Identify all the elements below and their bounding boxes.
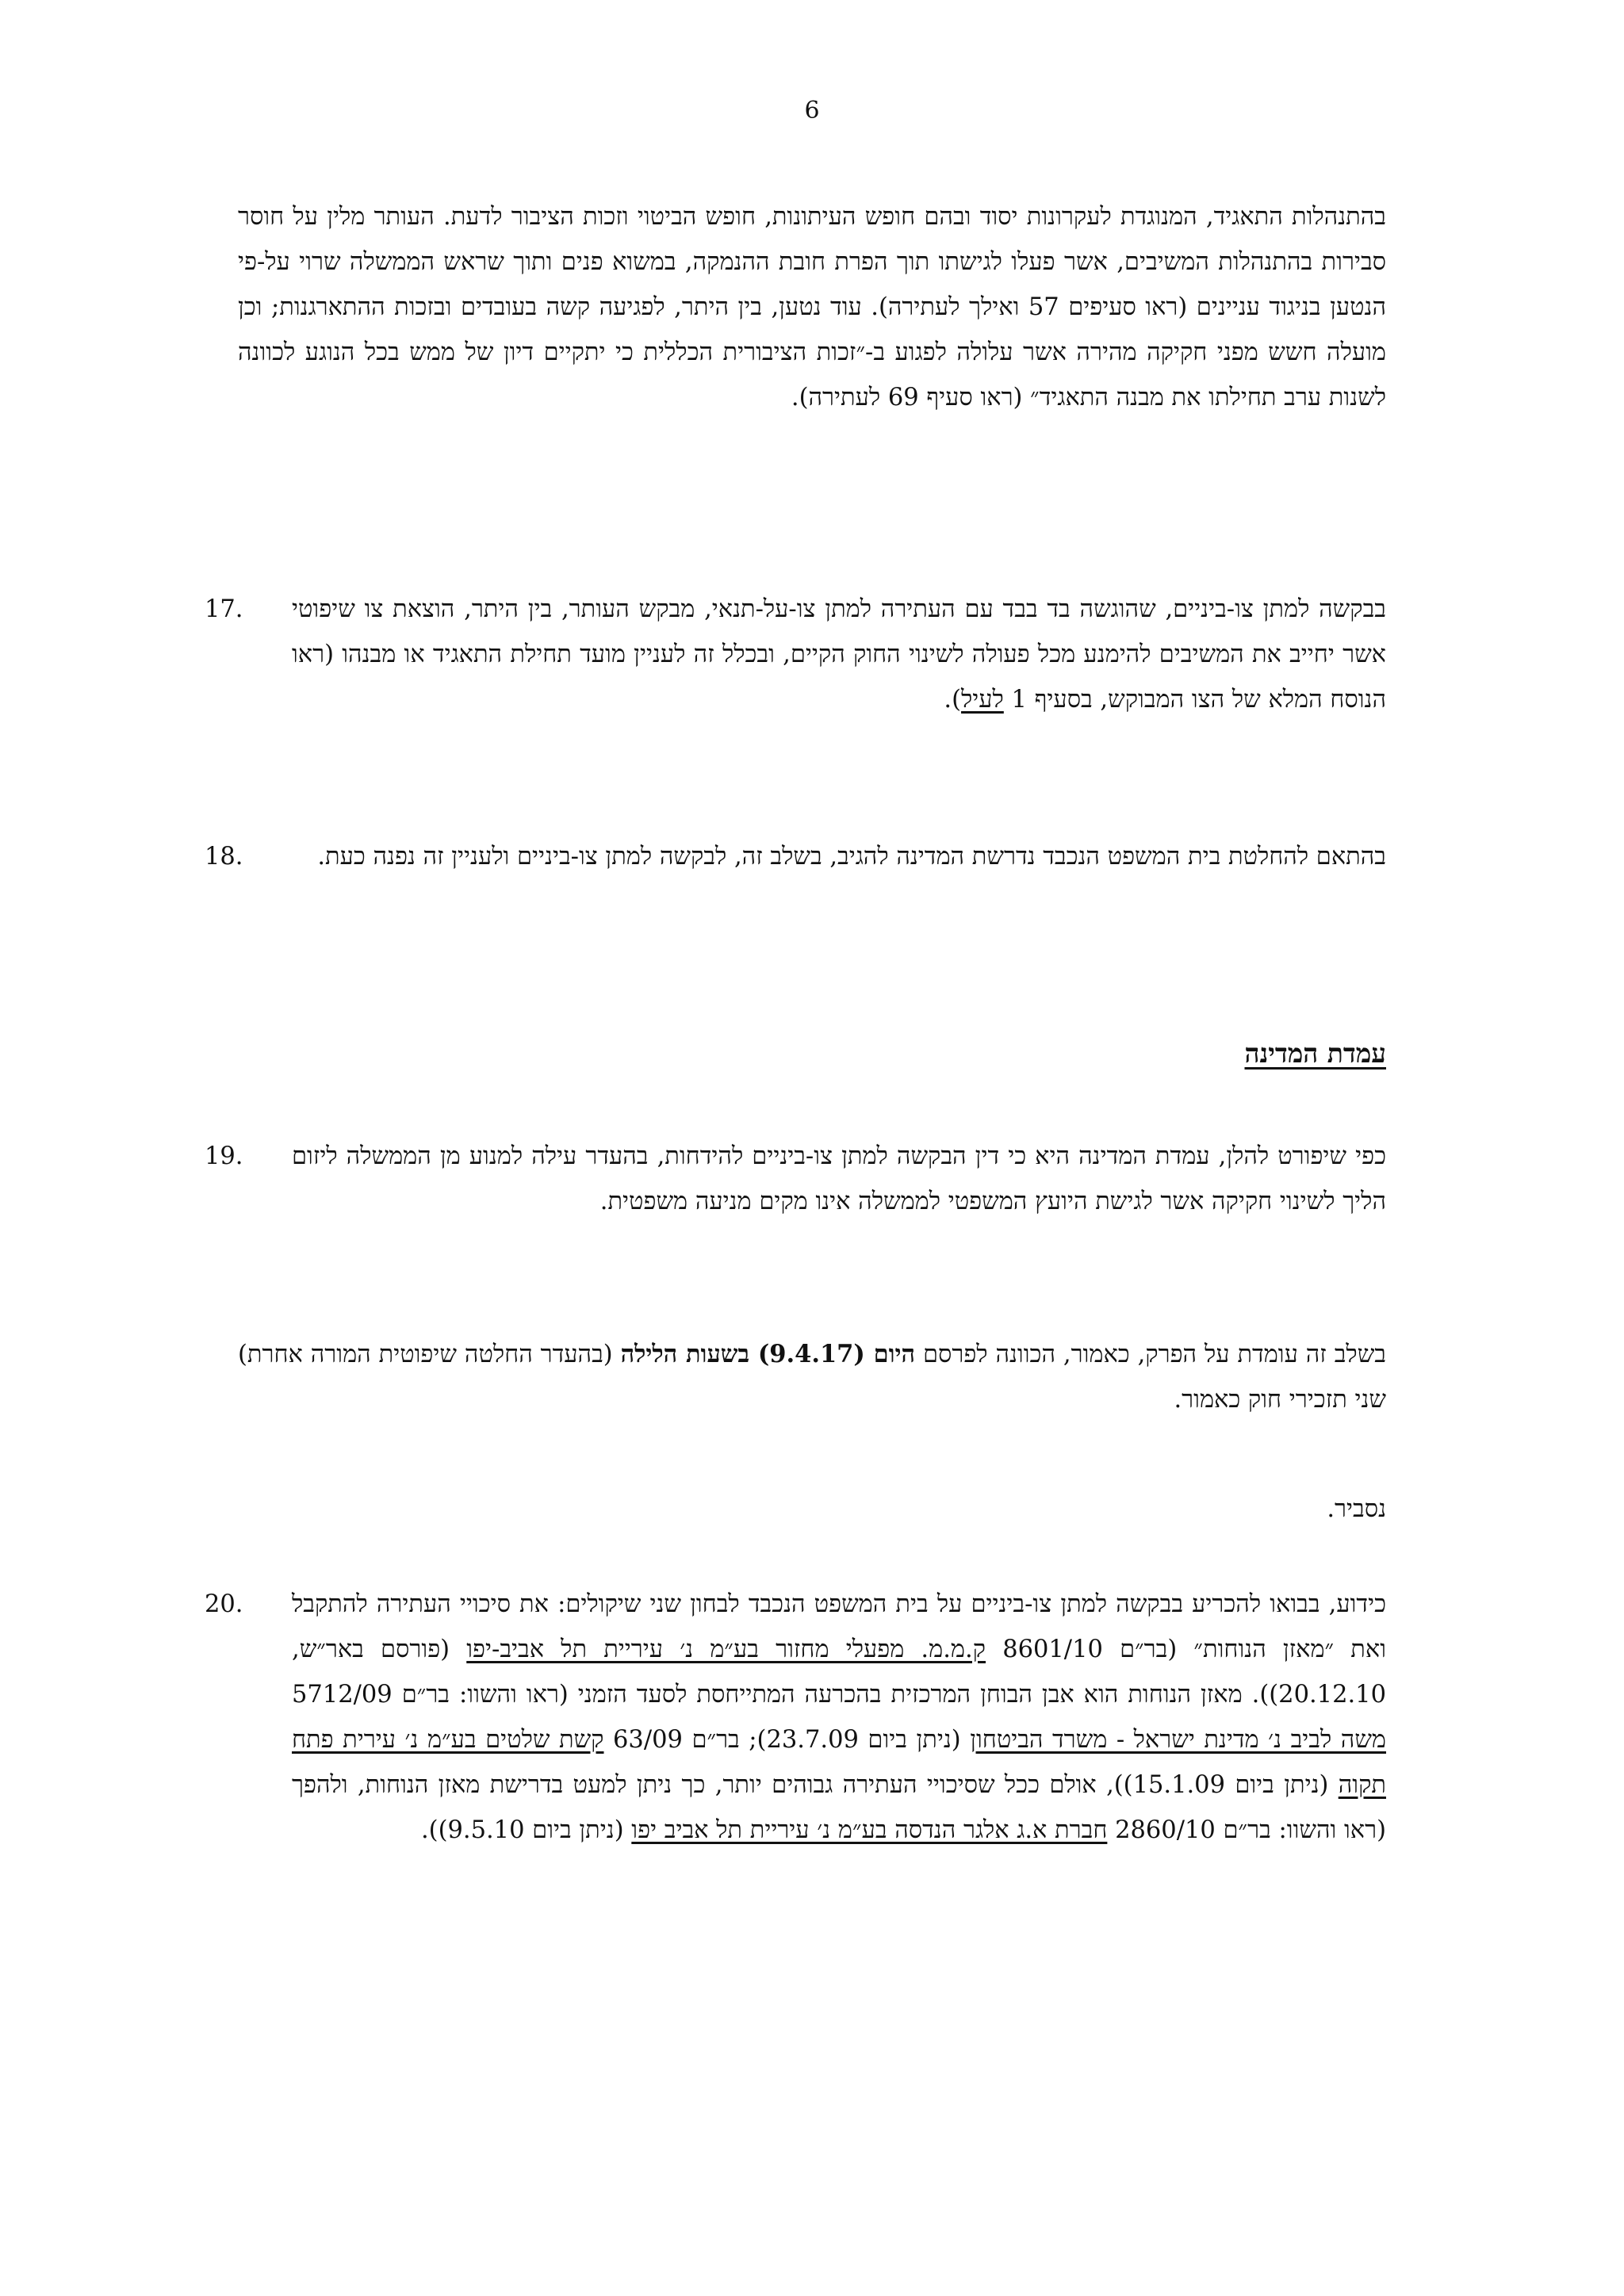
page-number: 6 [804, 97, 820, 124]
section-18 [292, 834, 1386, 879]
case-citation-1: ק.מ.מ. מפעלי מחזור בע״מ נ׳ עיריית תל אביב-יפו [466, 1636, 986, 1663]
section-17 [292, 587, 1386, 722]
publish-paragraph-start: בשלב זה עומדת על הפרק, כאמור, הכוונה לפרסם [915, 1341, 1386, 1368]
section-20-text-5: (ניתן ביום 9.5.10)). [420, 1816, 632, 1844]
case-citation-2: משה לביב נ׳ מדינת ישראל - משרד הביטחון [970, 1726, 1387, 1754]
section-19-text: כפי שיפורט להלן, עמדת המדינה היא כי דין הבקשה למתן צו-ביניים להידחות, בהעדר עילה למנוע מן הממשלה ליזום הליך לשינוי חקיקה אשר לגישת היועץ המשפטי לממשלה אינו מקים מניעה משפטית. [292, 1142, 1386, 1215]
section-17-link[interactable]: לעיל [961, 686, 1004, 714]
case-citation-4: חברת א.ג אלגר הנדסה בע״מ נ׳ עיריית תל אביב יפו [631, 1816, 1108, 1844]
case-citation-3: קשת שלטים בע״מ נ׳ עירית פתח תקוה [292, 1726, 1386, 1799]
section-20 [292, 1582, 1386, 1853]
section-19-number: 19. [205, 1142, 243, 1170]
publish-paragraph [238, 1332, 1386, 1422]
publish-paragraph-end: (בהעדר החלטה שיפוטית המורה אחרת) שני תזכירי חוק כאמור. [238, 1341, 1386, 1414]
section-17-text-end: ). [944, 686, 962, 714]
section-20-text-3: (ניתן ביום 23.7.09); בר״ם 63/09 [603, 1726, 971, 1754]
section-17-text [292, 587, 1386, 722]
section-20-text [292, 1582, 1386, 1853]
section-17-number: 17. [205, 595, 243, 623]
section-20-text-2: (פורסם באר״ש, 20.12.10)). מאזן הנוחות הוא אבן הבוחן המרכזית בהכרעה המתייחסת לסעד הזמני (ראו והשוו: בר״ם 5712/09 [292, 1636, 1386, 1709]
explain-text: נסביר. [1327, 1495, 1386, 1523]
section-18-text: בהתאם להחלטת בית המשפט הנכבד נדרשת המדינה להגיב, בשלב זה, לבקשה למתן צו-ביניים ולעניין זה נפנה כעת. [317, 843, 1386, 871]
section-18-number: 18. [205, 843, 243, 871]
explain-paragraph [238, 1487, 1386, 1532]
section-17-text-main: בבקשה למתן צו-ביניים, שהוגשה בד בבד עם העתירה למתן צו-על-תנאי, מבקש העותר, בין היתר, הוצאת צו שיפוטי אשר יחייב את המשיבים להימנע מכל פעולה לשינוי החוק הקיים, ובכלל זה לעניין מועד תחילת התאגיד או מבנהו (ראו הנוסח המלא של הצו המבוקש, בסעיף 1 [292, 595, 1386, 714]
publish-paragraph-text [238, 1332, 1386, 1422]
intro-paragraph-text: בהתנהלות התאגיד, המנוגדת לעקרונות יסוד ובהם חופש העיתונות, חופש הביטוי וזכות הציבור לדעת. העותר מלין על חוסר סבירות בהתנהלות המשיבים, אשר פעלו לגישתו תוך הפרת חובת ההנמקה, במשוא פנים ותוך שראש הממשלה שרוי על-פי הנטען בניגוד עניינים (ראו סעיפים 57 ואילך לעתירה). עוד נטען, בין היתר, לפגיעה קשה בעובדים ובזכות ההתארגנות; וכן מועלה חשש מפני חקיקה מהירה אשר עלולה לפגוע ב-״זכות הציבורית הכללית כי יתקיים דיון של ממש בכל הנוגע לכוונה לשנות ערב תחילתו את מבנה התאגיד״ (ראו סעיף 69 לעתירה). [238, 203, 1386, 411]
section-20-number: 20. [205, 1590, 243, 1618]
intro-paragraph [238, 194, 1386, 420]
section-19 [292, 1134, 1386, 1224]
publish-paragraph-bold: היום (9.4.17) בשעות הלילה [620, 1340, 916, 1368]
section-20-text-1: כידוע, בבואו להכריע בבקשה למתן צו-ביניים על בית המשפט הנכבד לבחון שני שיקולים: את סיכויי העתירה להתקבל ואת ״מאזן הנוחות״ (בר״ם 8601/10 [292, 1590, 1387, 1663]
section-20-text-4: (ניתן ביום 15.1.09)), אולם ככל שסיכויי העתירה גבוהים יותר, כך ניתן למעט בדרישת מאזן הנוחות, ולהפך (ראו והשוו: בר״ם 2860/10 [292, 1771, 1386, 1844]
section-heading: עמדת המדינה [1244, 1038, 1386, 1069]
